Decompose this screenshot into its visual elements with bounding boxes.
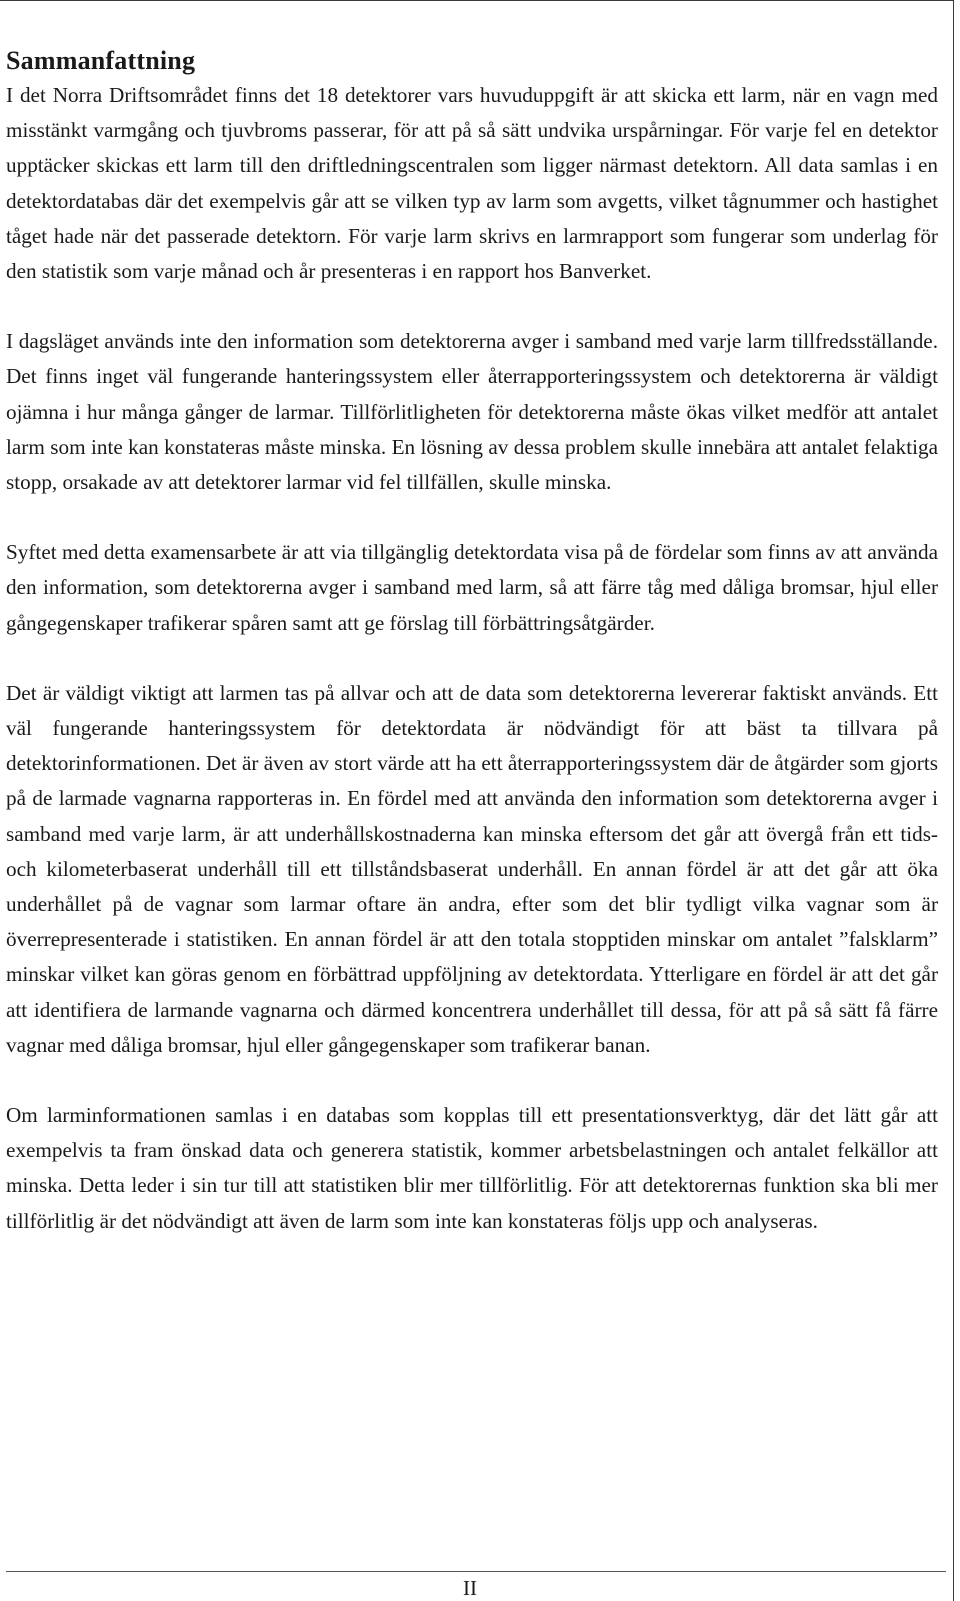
paragraph-1: I det Norra Driftsområdet finns det 18 detektorer vars huvuduppgift är att skicka ett larm, när en vagn med misstänkt varmgång och tjuvbroms passerar, för att på så sätt undvika urspårningar. För varje fel en detektor upptäcker skickas ett larm till den driftledningscentralen som ligger närmast detektorn. All data samlas i en detektordatabas där det exempelvis går att se vilken typ av larm som avgetts, vilket tågnummer och hastighet tåget hade när det passerade detektorn. För varje larm skrivs en larmrapport som fungerar som underlag för den statistik som varje månad och år presenteras i en rapport hos Banverket.	[6, 83, 938, 284]
top-border-line	[0, 0, 954, 1]
right-border-line	[953, 0, 954, 1601]
document-body	[6, 44, 938, 1239]
section-heading: Sammanfattning	[6, 46, 196, 75]
paragraph-4: Det är väldigt viktigt att larmen tas på allvar och att de data som detektorerna levererar faktiskt används. Ett väl fungerande hanteringssystem för detektordata är nödvändigt för att bäst ta tillvara på detektorinformationen. Det är även av stort värde att ha ett återrapporteringssystem där de åtgärder som gjorts på de larmade vagnarna rapporteras in. En fördel med att använda den information som detektorerna avger i samband med varje larm, är att underhållskostnaderna kan minska eftersom det går att övergå från ett tids- och kilometerbaserat underhåll till ett tillståndsbaserat underhåll. En annan fördel är att det går att öka underhållet på de vagnar som larmar oftare än andra, efter som det blir tydligt vilka vagnar som är överrepresenterade i statistiken. En annan fördel är att den totala stopptiden minskar om antalet ”falsklarm” minskar vilket kan göras genom en förbättrad uppföljning av detektordata. Ytterligare en fördel är att det går att identifiera de larmande vagnarna och därmed koncentrera underhållet till dessa, för att på så sätt få färre vagnar med dåliga bromsar, hjul eller gångegenskaper som trafikerar banan.	[6, 680, 938, 1057]
paragraph-2: I dagsläget används inte den information som detektorerna avger i samband med varje larm tillfredsställande. Det finns inget väl fungerande hanteringssystem eller återrapporteringssystem och detektorerna är väldigt ojämna i hur många gånger de larmar. Tillförlitligheten för detektorerna måste ökas vilket medför att antalet larm som inte kan konstateras måste minska. En lösning av dessa problem skulle innebära att antalet felaktiga stopp, orsakade av att detektorer larmar vid fel tillfällen, skulle minska.	[6, 329, 938, 495]
footer-divider	[6, 1571, 946, 1572]
paragraph-5: Om larminformationen samlas i en databas som kopplas till ett presentationsverktyg, där det lätt går att exempelvis ta fram önskad data och generera statistik, kommer arbetsbelastningen och antalet felkällor att minska. Detta leder i sin tur till att statistiken blir mer tillförlitlig. För att detektorernas funktion ska bli mer tillförlitlig är det nödvändigt att även de larm som inte kan konstateras följs upp och analyseras.	[6, 1103, 938, 1233]
paragraph-3: Syftet med detta examensarbete är att via tillgänglig detektordata visa på de fördelar som finns av att använda den information, som detektorerna avger i samband med larm, så att färre tåg med dåliga bromsar, hjul eller gångegenskaper trafikerar spåren samt att ge förslag till förbättringsåtgärder.	[6, 540, 938, 635]
page-number: II	[463, 1576, 477, 1600]
